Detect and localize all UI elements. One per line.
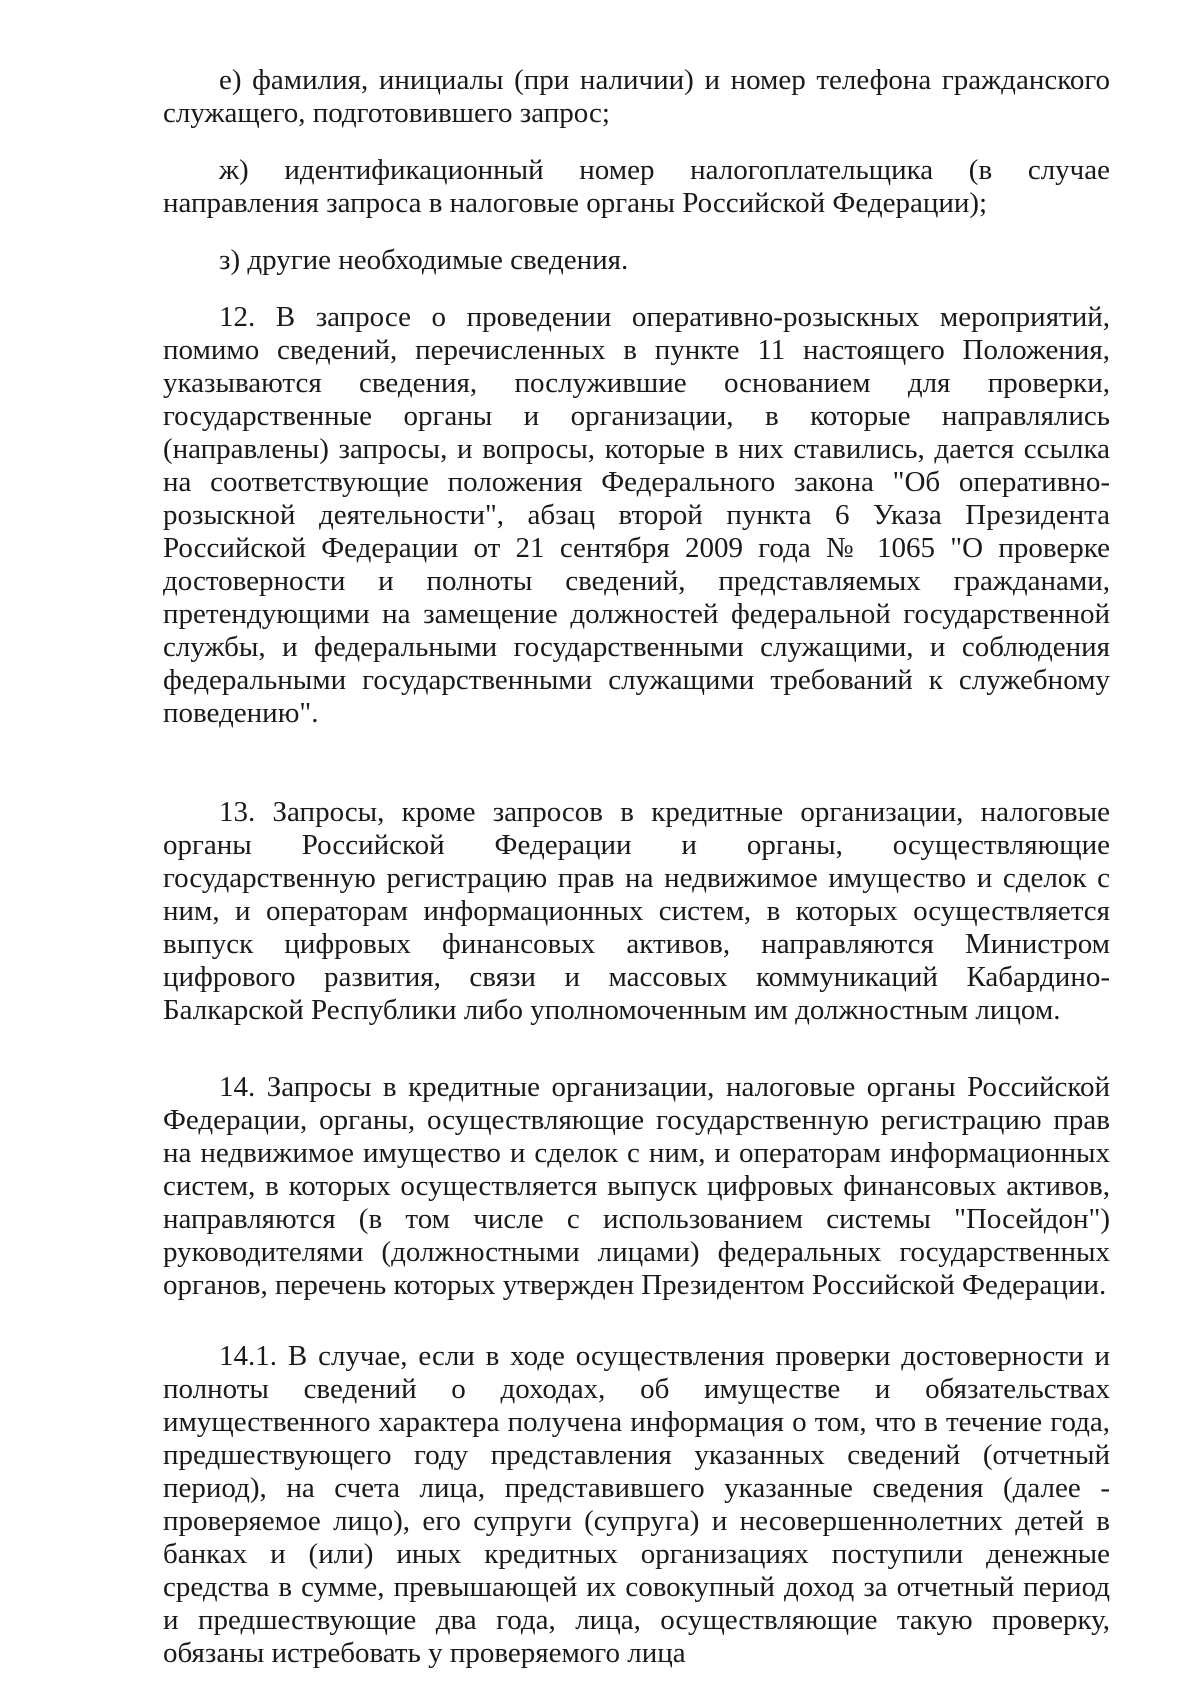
paragraph-14-1: 14.1. В случае, если в ходе осуществления проверки достоверности и полноты сведений о доходах, об имуществе и обязательствах имущественного характера получена информация о том, что в течение года, предшествующего году представления указанных сведений (отчетный период), на счета лица, представившего указанные сведения (далее - проверяемое лицо), его супруги (супруга) и несовершеннолетних детей в банках и (или) иных кредитных организациях поступили денежные средства в сумме, превышающей их совокупный доход за отчетный период и предшествующие два года, лица, осуществляющие такую проверку, обязаны истребовать у проверяемого лица <box>163 1340 1110 1669</box>
paragraph-12: 12. В запросе о проведении оперативно-розыскных мероприятий, помимо сведений, перечисленных в пункте 11 настоящего Положения, указываются сведения, послужившие основанием для проверки, государственные органы и организации, в которые направлялись (направлены) запросы, и вопросы, которые в них ставились, дается ссылка на соответствующие положения Федерального закона "Об оперативно-розыскной деятельности", абзац второй пункта 6 Указа Президента Российской Федерации от 21 сентября 2009 года № 1065 "О проверке достоверности и полноты сведений, представляемых гражданами, претендующими на замещение должностей федеральной государственной службы, и федеральными государственными служащими, и соблюдения федеральными государственными служащими требований к служебному поведению". <box>163 301 1110 729</box>
paragraph-zh: ж) идентификационный номер налогоплательщика (в случае направления запроса в налоговые органы Российской Федерации); <box>163 154 1110 219</box>
paragraph-13: 13. Запросы, кроме запросов в кредитные организации, налоговые органы Российской Федерации и органы, осуществляющие государственную регистрацию прав на недвижимое имущество и сделок с ним, и операторам информационных систем, в которых осуществляется выпуск цифровых финансовых активов, направляются Министром цифрового развития, связи и массовых коммуникаций Кабардино-Балкарской Республики либо уполномоченным им должностным лицом. <box>163 796 1110 1026</box>
paragraph-14: 14. Запросы в кредитные организации, налоговые органы Российской Федерации, органы, осуществляющие государственную регистрацию прав на недвижимое имущество и сделок с ним, и операторам информационных систем, в которых осуществляется выпуск цифровых финансовых активов, направляются (в том числе с использованием системы "Посейдон") руководителями (должностными лицами) федеральных государственных органов, перечень которых утвержден Президентом Российской Федерации. <box>163 1071 1110 1301</box>
document-body <box>163 64 1110 1670</box>
paragraph-z: з) другие необходимые сведения. <box>219 244 629 276</box>
paragraph-e: е) фамилия, инициалы (при наличии) и номер телефона гражданского служащего, подготовившего запрос; <box>163 64 1110 129</box>
